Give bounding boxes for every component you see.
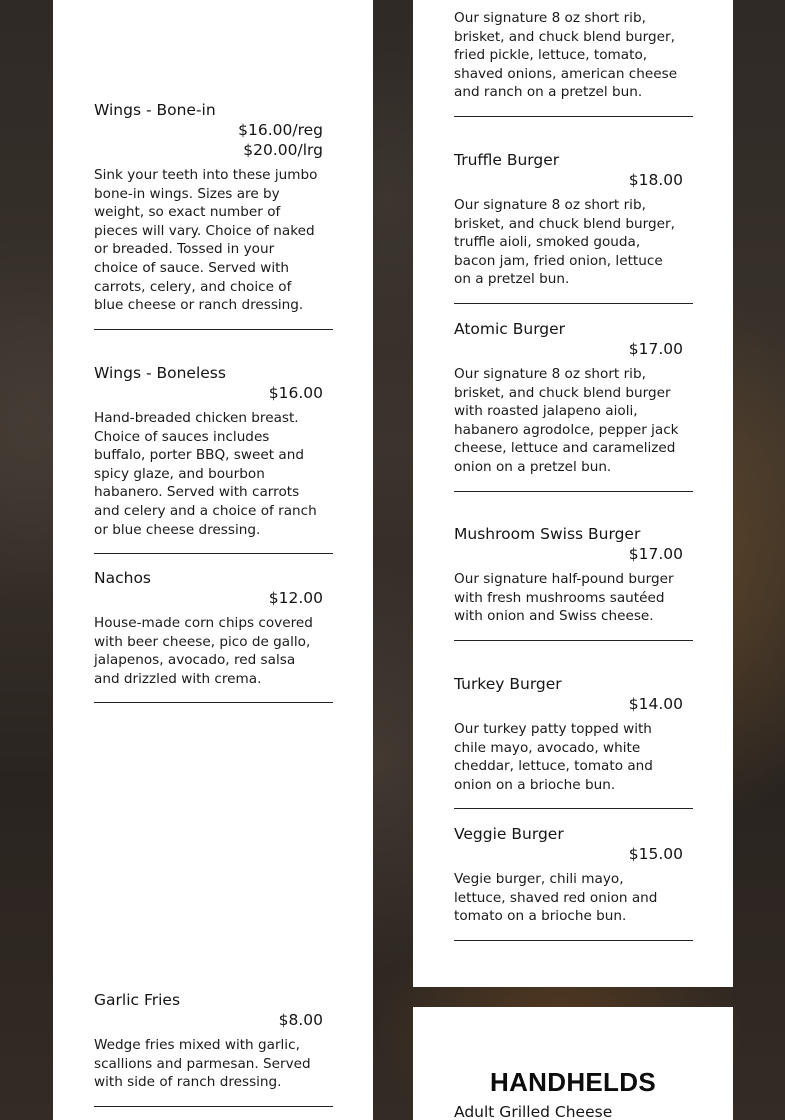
item-description: Our signature half-pound burger with fresh mushrooms sautéed with onion and Swiss cheese. xyxy=(454,571,674,625)
menu-item-wings-bone-in[interactable] xyxy=(94,100,333,330)
item-price-regular: $16.00/reg xyxy=(238,121,323,139)
item-description: Our signature 8 oz short rib, brisket, and chuck blend burger, fried pickle, lettuce, tomato, shaved onions, american cheese and ranch on a pretzel bun. xyxy=(454,10,678,101)
item-description: Our turkey patty topped with chile mayo, avocado, white cheddar, lettuce, tomato and onion on a brioche bun. xyxy=(454,721,653,793)
item-description: Our signature 8 oz short rib, brisket, and chuck blend burger with roasted jalapeno aioli, habanero agrodolce, pepper jack cheese, lettuce and caramelized onion on a pretzel bun. xyxy=(454,366,679,475)
item-price: $8.00 xyxy=(278,1011,323,1029)
menu-item-mushroom-swiss-burger[interactable] xyxy=(454,524,693,641)
menu-item-pickle-burger[interactable] xyxy=(454,9,693,117)
menu-item-nachos[interactable] xyxy=(94,568,333,703)
item-name: Nachos xyxy=(94,569,151,587)
item-name: Veggie Burger xyxy=(454,825,564,843)
menu-item-atomic-burger[interactable] xyxy=(454,319,693,492)
item-price: $16.00 xyxy=(268,384,323,402)
section-title-handhelds: HANDHELDS xyxy=(490,1066,656,1097)
item-name: Turkey Burger xyxy=(454,675,562,693)
item-description: Vegie burger, chili mayo, lettuce, shaved red onion and tomato on a brioche bun. xyxy=(454,871,658,925)
menu-item-veggie-burger[interactable] xyxy=(454,824,693,941)
item-price: $17.00 xyxy=(628,545,683,563)
item-name: Mushroom Swiss Burger xyxy=(454,525,641,543)
item-name: Wings - Bone-in xyxy=(94,101,216,119)
menu-item-turkey-burger[interactable] xyxy=(454,674,693,809)
menu-item-truffle-burger[interactable] xyxy=(454,150,693,304)
menu-panel-appetizers xyxy=(53,0,373,1120)
item-name: Garlic Fries xyxy=(94,991,181,1009)
item-description: Sink your teeth into these jumbo bone-in wings. Sizes are by weight, so exact number of pieces will vary. Choice of naked or breaded. Tossed in your choice of sauce. Served with carrots, celery, and choice of blue cheese or ranch dressing. xyxy=(94,167,318,314)
menu-item-adult-grilled-cheese[interactable]: Adult Grilled Cheese xyxy=(454,1103,613,1120)
menu-item-wings-boneless[interactable] xyxy=(94,363,333,554)
item-description: Our signature 8 oz short rib, brisket, and chuck blend burger, truffle aioli, smoked gouda, bacon jam, fried onion, lettuce on a pretzel bun. xyxy=(454,197,675,288)
item-price: $14.00 xyxy=(628,695,683,713)
item-description: Wedge fries mixed with garlic, scallions and parmesan. Served with side of ranch dressing. xyxy=(94,1037,311,1091)
item-description: Hand-breaded chicken breast. Choice of sauces includes buffalo, porter BBQ, sweet and spicy glaze, and bourbon habanero. Served with carrots and celery and a choice of ranch or blue cheese dressing. xyxy=(94,410,317,538)
menu-panel-handhelds xyxy=(413,1007,733,1120)
item-name: Wings - Boneless xyxy=(94,364,226,382)
item-price-large: $20.00/lrg xyxy=(243,141,323,159)
item-price: $15.00 xyxy=(628,845,683,863)
item-price: $17.00 xyxy=(628,340,683,358)
item-name: Truffle Burger xyxy=(454,151,560,169)
menu-item-garlic-fries[interactable] xyxy=(94,990,333,1107)
menu-panel-burgers xyxy=(413,0,733,987)
item-description: House-made corn chips covered with beer cheese, pico de gallo, jalapenos, avocado, red salsa and drizzled with crema. xyxy=(94,615,313,687)
item-price: $18.00 xyxy=(628,171,683,189)
item-name: Atomic Burger xyxy=(454,320,566,338)
item-price: $12.00 xyxy=(268,589,323,607)
